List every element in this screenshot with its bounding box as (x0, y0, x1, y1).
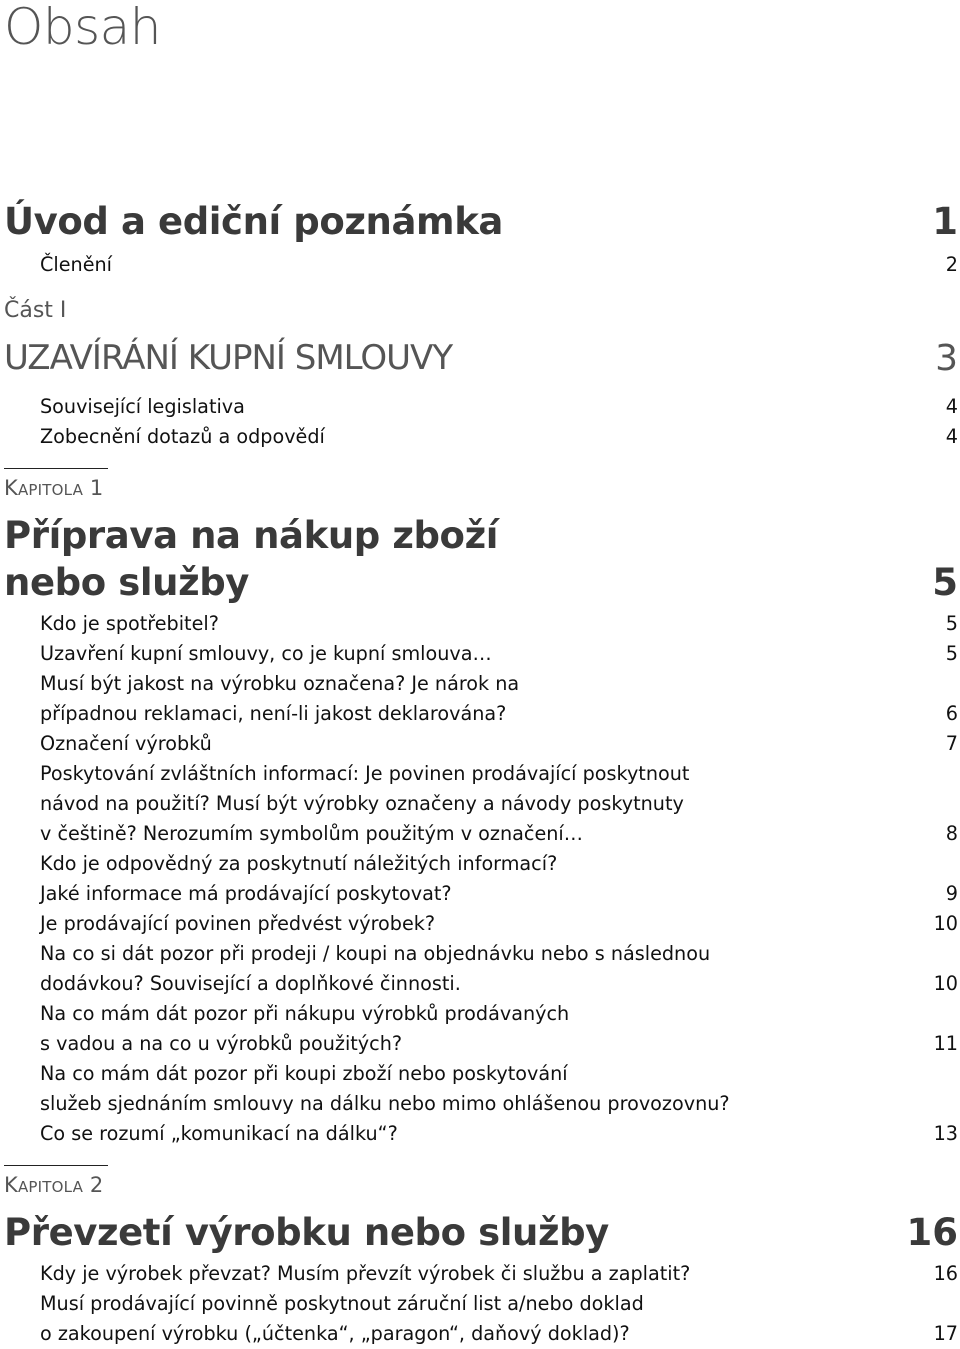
toc-entry[interactable] (40, 909, 840, 939)
entry-line: Poskytování zvláštních informací: Je povinen prodávající poskytnout (40, 762, 690, 785)
toc-entry[interactable] (40, 759, 840, 849)
entry-line: v češtině? Nerozumím symbolům použitým v označení… (40, 822, 583, 845)
chapter-heading-line[interactable]: Příprava na nákup zboží (4, 514, 498, 557)
entry-line: služeb sjednáním smlouvy na dálku nebo mimo ohlášenou provozovnu? (40, 1092, 730, 1115)
chapter-page-number: 16 (906, 1211, 958, 1254)
entry-line: případnou reklamaci, není-li jakost deklarována? (40, 702, 507, 725)
entry-line: návod na použití? Musí být výrobky označeny a návody poskytnuty (40, 792, 684, 815)
part-page-number: 3 (935, 338, 958, 379)
page-title: Obsah (4, 0, 161, 56)
entry-line: dodávkou? Související a doplňkové činnosti. (40, 972, 461, 995)
entry-page-number: 8 (945, 822, 958, 845)
entry-line: Označení výrobků (40, 732, 212, 755)
entry-line: Kdo je odpovědný za poskytnutí náležitých informací? (40, 852, 558, 875)
entry-page-number: 11 (933, 1032, 958, 1055)
toc-entry[interactable] (40, 1289, 840, 1349)
entry-line: s vadou a na co u výrobků použitých? (40, 1032, 403, 1055)
toc-entry[interactable] (40, 1059, 840, 1149)
toc-entry[interactable] (40, 849, 840, 879)
toc-entry[interactable] (40, 999, 840, 1059)
entry-line: Musí být jakost na výrobku označena? Je nárok na (40, 672, 520, 695)
entry-page-number: 6 (945, 702, 958, 725)
entry-line: Je prodávající povinen předvést výrobek? (40, 912, 436, 935)
toc-entry[interactable] (40, 879, 840, 909)
toc-entry[interactable] (40, 729, 840, 759)
entry-line: o zakoupení výrobku („účtenka“, „paragon“, daňový doklad)? (40, 1322, 630, 1345)
toc-entry[interactable] (40, 669, 840, 729)
chapter-label: Kapitola 1 (4, 476, 104, 500)
entry-line: Jaké informace má prodávající poskytovat? (40, 882, 452, 905)
entry-page-number: 4 (945, 395, 958, 418)
entry-line: Zobecnění dotazů a odpovědí (40, 425, 325, 448)
entry-page-number: 9 (945, 882, 958, 905)
entry-line: Související legislativa (40, 395, 245, 418)
entry-page-number: 16 (933, 1262, 958, 1285)
entry-line: Na co si dát pozor při prodeji / koupi na objednávku nebo s následnou (40, 942, 711, 965)
entry-page-number: 5 (945, 642, 958, 665)
entry-line: Na co mám dát pozor při koupi zboží nebo poskytování (40, 1062, 568, 1085)
entry-line: Členění (40, 253, 112, 276)
toc-entry[interactable] (40, 639, 840, 669)
entry-page-number: 10 (933, 912, 958, 935)
part-label: Část I (4, 298, 67, 323)
entry-page-number: 4 (945, 425, 958, 448)
part-title[interactable]: UZAVÍRÁNÍ KUPNÍ SMLOUVY (4, 338, 453, 378)
chapter-label: Kapitola 2 (4, 1173, 104, 1197)
chapter-heading-line[interactable]: Převzetí výrobku nebo služby (4, 1211, 609, 1254)
entry-line: Kdy je výrobek převzat? Musím převzít výrobek či službu a zaplatit? (40, 1262, 691, 1285)
intro-page-number: 1 (932, 200, 958, 243)
entry-page-number: 17 (933, 1322, 958, 1345)
entry-line: Na co mám dát pozor při nákupu výrobků prodávaných (40, 1002, 570, 1025)
entry-line: Kdo je spotřebitel? (40, 612, 219, 635)
entry-page-number: 5 (945, 612, 958, 635)
toc-entry[interactable] (40, 250, 840, 280)
toc-entry[interactable] (40, 609, 840, 639)
toc-entry[interactable] (40, 939, 840, 999)
toc-entry[interactable] (40, 422, 840, 452)
entry-page-number: 7 (945, 732, 958, 755)
chapter-rule (4, 1165, 108, 1166)
entry-page-number: 2 (945, 253, 958, 276)
chapter-page-number: 5 (932, 561, 958, 604)
chapter-rule (4, 468, 108, 469)
entry-line: Uzavření kupní smlouvy, co je kupní smlouva… (40, 642, 492, 665)
entry-page-number: 13 (933, 1122, 958, 1145)
entry-page-number: 10 (933, 972, 958, 995)
chapter-heading-line[interactable]: nebo služby (4, 561, 250, 604)
toc-entry[interactable] (40, 392, 840, 422)
toc-entry[interactable] (40, 1259, 840, 1289)
entry-line: Musí prodávající povinně poskytnout záruční list a/nebo doklad (40, 1292, 644, 1315)
intro-heading[interactable]: Úvod a ediční poznámka (4, 200, 503, 243)
entry-line: Co se rozumí „komunikací na dálku“? (40, 1122, 398, 1145)
